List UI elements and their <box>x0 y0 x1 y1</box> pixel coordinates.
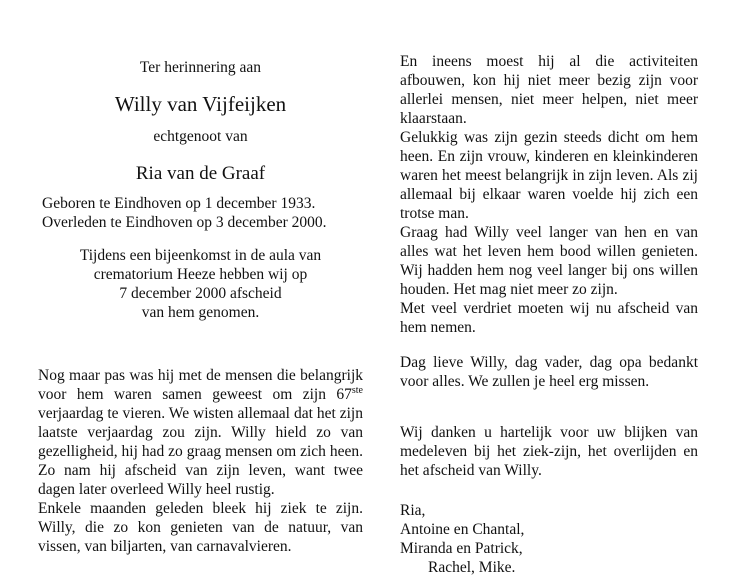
ordinal-suffix: ste <box>351 385 363 396</box>
story-paragraph: Gelukkig was zijn gezin steeds dicht om hem heen. En zijn vrouw, kinderen en kleinkinderen waren het meest belangrijk in zijn leven. Als zij allemaal bij elkaar waren voelde hij zich een trotse man. <box>400 129 698 222</box>
deceased-name: Willy van Vijfeijken <box>114 92 287 116</box>
story-text: Nog maar pas was hij met de mensen die belangrijk voor hem waren samen geweest om zijn 67 <box>38 367 363 403</box>
signature-block <box>400 501 698 577</box>
thanks-message: Wij danken u hartelijk voor uw blijken van medeleven bij het ziek-zijn, het overlijden en het afscheid van Willy. <box>400 424 698 479</box>
farewell-message: Dag lieve Willy, dag vader, dag opa bedankt voor alles. We zullen je heel erg missen. <box>400 354 698 390</box>
signature-line: Antoine en Chantal, <box>400 521 525 538</box>
intro-line: Ter herinnering aan <box>139 59 262 76</box>
ceremony-notice <box>38 246 363 322</box>
ceremony-line: Tijdens een bijeenkomst in de aula van <box>79 247 322 264</box>
death-line: Overleden te Eindhoven op 3 december 2000. <box>42 214 327 231</box>
right-column <box>400 52 698 577</box>
story-paragraph: Enkele maanden geleden bleek hij ziek te zijn. Willy, die zo kon genieten van de natuur, van vissen, van biljarten, van carnavalvieren. <box>38 500 363 555</box>
story-paragraph: Graag had Willy veel langer van hen en van alles wat het leven hem bood willen genieten. Wij hadden hem nog veel langer bij ons willen houden. Het mag niet meer zo zijn. <box>400 224 698 298</box>
ceremony-line: crematorium Heeze hebben wij op <box>93 266 308 283</box>
spouse-label: echtgenoot van <box>153 128 248 145</box>
story-paragraph: En ineens moest hij al die activiteiten afbouwen, kon hij niet meer bezig zijn voor allerlei mensen, niet meer helpen, niet meer klaarstaan. <box>400 53 698 127</box>
signature-line: Rachel, Mike. <box>428 559 516 576</box>
birth-line: Geboren te Eindhoven op 1 december 1933. <box>42 195 316 212</box>
ceremony-line: 7 december 2000 afscheid <box>119 285 282 302</box>
story-paragraph: Met veel verdriet moeten wij nu afscheid van hem nemen. <box>400 300 698 336</box>
life-dates <box>38 194 363 232</box>
story-paragraph <box>38 366 363 499</box>
left-column <box>38 52 363 556</box>
ceremony-line: van hem genomen. <box>141 304 260 321</box>
spouse-name: Ria van de Graaf <box>135 163 266 184</box>
life-story <box>38 366 363 556</box>
story-text: verjaardag te vieren. We wisten allemaal dat het zijn laatste verjaardag zou zijn. Willy hield zo van gezelligheid, hij had zo graag mensen om zich heen. Zo nam hij afscheid van zijn leven, want twee dagen later overleed Willy heel rustig. <box>38 405 363 498</box>
signature-line: Miranda en Patrick, <box>400 540 523 557</box>
signature-line: Ria, <box>400 502 426 519</box>
